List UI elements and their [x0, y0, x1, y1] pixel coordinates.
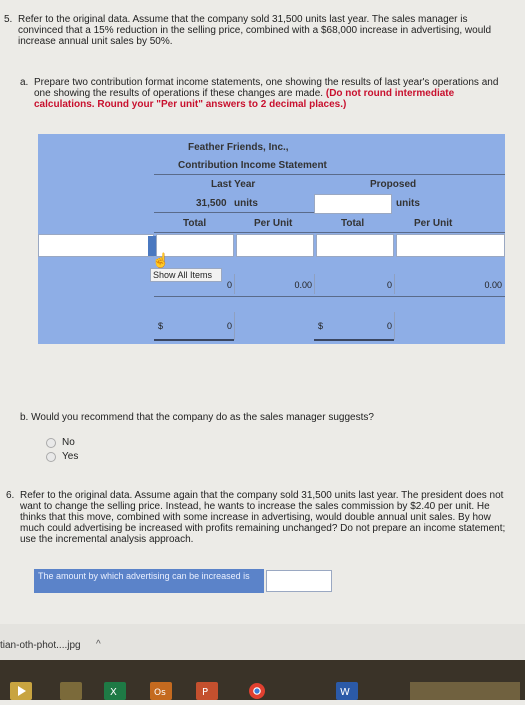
advertising-answer-input[interactable] [266, 570, 332, 592]
double-underline-last [154, 339, 234, 341]
col-per-unit-prop: Per Unit [414, 218, 453, 229]
svg-text:X: X [110, 687, 117, 698]
row2-sep-2 [314, 274, 315, 294]
row3-dollar-prop: $ [318, 321, 324, 331]
svg-text:W: W [340, 687, 350, 698]
row3-total-last: 0 [226, 321, 232, 331]
row3-sep-1 [234, 312, 235, 340]
proposed-header: Proposed [370, 179, 417, 190]
radio-no[interactable] [46, 438, 56, 448]
chrome-icon[interactable] [246, 682, 268, 700]
col-header-divider [154, 232, 505, 233]
row2-per-unit-last: 0.00 [294, 280, 312, 290]
company-name: Feather Friends, Inc., [188, 142, 289, 153]
row2-sep-1 [234, 274, 235, 294]
last-year-header: Last Year [211, 179, 256, 190]
advertising-answer-label: The amount by which advertising can be increased is [38, 571, 250, 581]
qa-rounding-note: (Do not round intermediate calculations. Round your "Per unit" answers to 2 decimal places.) [34, 88, 455, 110]
download-filename[interactable]: tian-oth-phot....jpg [0, 640, 81, 651]
col-total-last: Total [183, 218, 207, 229]
qa-label: a. [20, 77, 29, 88]
header-divider [154, 174, 505, 175]
word-icon[interactable] [336, 682, 358, 700]
folder-icon[interactable] [60, 682, 82, 700]
row2-total-prop: 0 [386, 280, 392, 290]
row1-per-unit-last-input[interactable] [236, 234, 314, 257]
double-underline-prop [314, 339, 394, 341]
row2-divider [154, 296, 505, 297]
row1-per-unit-prop-input[interactable] [396, 234, 505, 257]
q6-text: Refer to the original data. Assume again that the company sold 31,500 units last year. The president does not want to change the selling price. Instead, he wants to increase the sales commission by $2.40 per unit. He thinks that this move, combined with some increase in advertising, would double annual unit sales. By how much could advertising be increased with profits remaining unchanged? Do not prepare an income statement; use the incremental analysis approach. [20, 490, 506, 545]
row3-total-prop: 0 [386, 321, 392, 331]
row2-sep-3 [394, 274, 395, 294]
q6-number: 6. [6, 490, 15, 501]
proposed-units-input[interactable] [314, 194, 392, 214]
row2-total-last: 0 [226, 280, 232, 290]
qa-text [34, 77, 504, 110]
last-year-units-value: 31,500 [196, 198, 227, 209]
col-total-prop: Total [341, 218, 365, 229]
qb-question: b. Would you recommend that the company do as the sales manager suggests? [20, 412, 374, 423]
download-options-caret-icon[interactable]: ^ [96, 639, 101, 650]
row2-per-unit-prop: 0.00 [484, 280, 502, 290]
radio-yes[interactable] [46, 452, 56, 462]
taskbar [0, 660, 525, 700]
radio-yes-label: Yes [62, 451, 79, 462]
q5-number: 5. [4, 14, 13, 25]
row1-total-prop-input[interactable] [316, 234, 394, 257]
col-per-unit-last: Per Unit [254, 218, 293, 229]
proposed-units-label: units [396, 198, 420, 209]
excel-icon[interactable] [104, 682, 126, 700]
statement-title: Contribution Income Statement [178, 160, 327, 171]
row3-sep-2 [394, 312, 395, 340]
advertising-answer-label-box [34, 569, 264, 593]
svg-text:Os: Os [154, 688, 166, 698]
powerpoint-icon[interactable] [196, 682, 218, 700]
row1-label-input[interactable] [38, 234, 154, 257]
q5-text: Refer to the original data. Assume that the company sold 31,500 units last year. The sales manager is convinced that a 15% reduction in the selling price, combined with a $68,000 increase in advertising, would increase annual unit sales by 50%. [18, 14, 492, 47]
svg-text:P: P [202, 687, 209, 698]
play-icon[interactable] [10, 682, 32, 700]
qa-instructions: Prepare two contribution format income statements, one showing the results of last year's operations and one showing the results of operations if these changes are made. [34, 77, 499, 99]
outlook-icon[interactable] [150, 682, 172, 700]
units-divider [154, 212, 314, 213]
hand-cursor-icon: ☝ [152, 252, 170, 268]
row3-dollar-last: $ [158, 321, 164, 331]
show-all-items-button[interactable]: Show All Items [150, 268, 222, 282]
radio-no-label: No [62, 437, 75, 448]
income-statement-table [38, 134, 505, 344]
last-year-units-label: units [234, 198, 258, 209]
taskbar-tray [410, 682, 520, 700]
